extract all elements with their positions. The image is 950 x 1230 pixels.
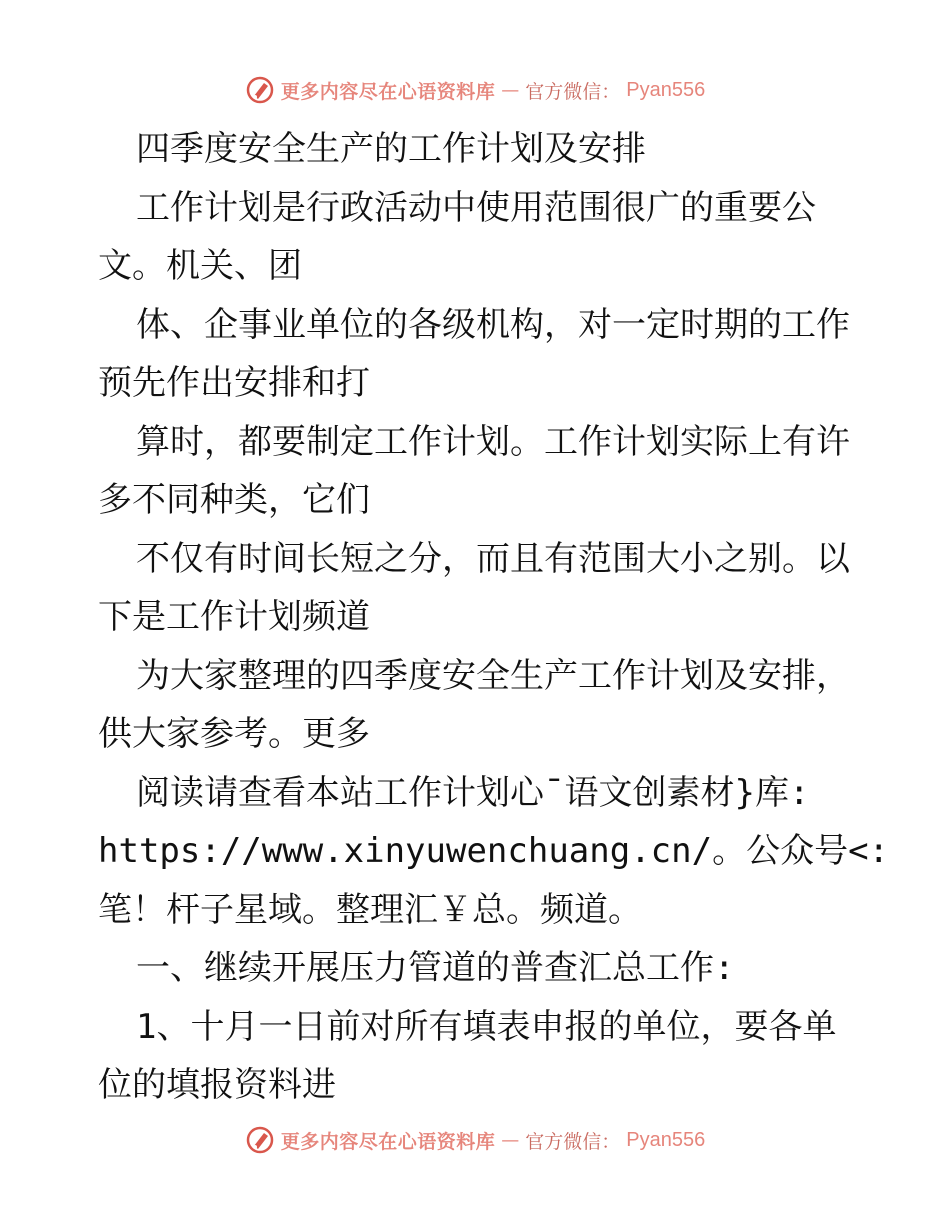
pen-logo-icon (245, 75, 275, 105)
text-line: https://www.xinyuwenchuang.cn/。公众号<: (98, 831, 890, 871)
watermark-footer (0, 1122, 950, 1158)
text-line: 预先作出安排和打 (98, 363, 370, 403)
text-line: 算时，都要制定工作计划。工作计划实际上有许 (136, 421, 850, 462)
pen-logo-icon (245, 1125, 275, 1155)
watermark-separator: — (501, 79, 520, 101)
text-line: 一、继续开展压力管道的普查汇总工作: (136, 948, 735, 988)
text-line: 文。机关、团 (98, 246, 302, 286)
watermark-label: 官方微信： (525, 80, 621, 103)
watermark-id: Pyan556 (626, 1128, 706, 1151)
text-line: 体、企事业单位的各级机构，对一定时期的工作 (136, 304, 850, 345)
text-line: 位的填报资料进 (98, 1065, 336, 1105)
watermark-label: 官方微信： (525, 1130, 621, 1153)
text-line: 工作计划是行政活动中使用范围很广的重要公 (136, 187, 816, 228)
watermark-separator: — (501, 1129, 520, 1151)
watermark-text: 更多内容尽在心语资料库 (280, 80, 496, 103)
text-line: 笔！杆子星域。整理汇￥总。频道。 (98, 889, 642, 930)
text-line: 供大家参考。更多 (98, 714, 370, 754)
watermark-id: Pyan556 (626, 78, 706, 101)
text-line: 1、十月一日前对所有填表申报的单位，要各单 (136, 1006, 837, 1047)
watermark-text: 更多内容尽在心语资料库 (280, 1130, 496, 1153)
watermark-header (0, 72, 950, 108)
text-line: 下是工作计划频道 (98, 597, 370, 637)
document-body (98, 120, 890, 1115)
text-line: 不仅有时间长短之分，而且有范围大小之别。以 (136, 538, 850, 579)
text-line: 为大家整理的四季度安全生产工作计划及安排， (136, 655, 850, 696)
text-line: 阅读请查看本站工作计划心¯语文创素材}库: (136, 772, 810, 813)
text-line: 四季度安全生产的工作计划及安排 (136, 129, 646, 169)
text-line: 多不同种类，它们 (98, 480, 370, 520)
